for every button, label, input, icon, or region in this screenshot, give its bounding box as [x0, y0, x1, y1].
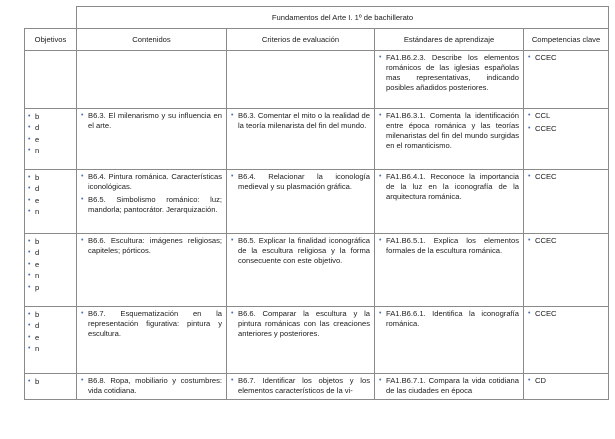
- contenido-item: • B6.4. Pintura románica. Características iconológicas.: [81, 172, 222, 192]
- objetivos-cell: [25, 109, 77, 170]
- contenido-item: • B6.8. Ropa, mobiliario y costumbres: vida cotidiana.: [81, 376, 222, 396]
- objetivo-item: • n: [28, 145, 72, 156]
- header-contenidos: Contenidos: [77, 29, 227, 51]
- table-row: [25, 109, 609, 170]
- corner-cell: [25, 7, 77, 29]
- objetivo-item: • d: [28, 122, 72, 133]
- objetivo-item: • n: [28, 206, 72, 217]
- estandar-item: • FA1.B6.7.1. Compara la vida cotidiana de las ciudades en época: [379, 376, 519, 396]
- table-body: [25, 51, 609, 400]
- objetivo-item: • d: [28, 183, 72, 194]
- competencia-item: • CD: [528, 376, 604, 386]
- table-row: [25, 307, 609, 374]
- table-row: [25, 170, 609, 234]
- competencias-cell: [524, 170, 609, 234]
- estandares-cell: [375, 170, 524, 234]
- estandares-cell: [375, 234, 524, 307]
- objetivos-cell: [25, 170, 77, 234]
- competencia-item: • CCEC: [528, 124, 604, 134]
- objetivos-cell: [25, 374, 77, 400]
- objetivo-item: • b: [28, 309, 72, 320]
- objetivo-item: • n: [28, 270, 72, 281]
- contenidos-cell: [77, 170, 227, 234]
- contenidos-cell: [77, 234, 227, 307]
- contenido-item: • B6.5. Simbolismo románico: luz; mandorla; pantocrátor. Jerarquización.: [81, 195, 222, 215]
- estandar-item: • FA1.B6.3.1. Comenta la identificación entre época románica y las teorías milenaristas del fin del mundo surgidas en el romanticismo.: [379, 111, 519, 151]
- objetivos-cell: [25, 51, 77, 109]
- criterios-cell: [227, 170, 375, 234]
- header-row: [25, 29, 609, 51]
- competencia-item: • CCEC: [528, 309, 604, 319]
- criterios-cell: [227, 109, 375, 170]
- header-estandares: Estándares de aprendizaje: [375, 29, 524, 51]
- competencias-cell: [524, 109, 609, 170]
- estandar-item: • FA1.B6.4.1. Reconoce la importancia de la luz en la iconografía de la arquitectura románica.: [379, 172, 519, 202]
- criterio-item: • B6.6. Comparar la escultura y la pintura románicas con las creaciones anteriores y posteriores.: [231, 309, 370, 339]
- table-row: [25, 234, 609, 307]
- objetivo-item: • d: [28, 247, 72, 258]
- criterio-item: • B6.5. Explicar la finalidad iconográfica de la escultura religiosa y la forma consecuente con este objetivo.: [231, 236, 370, 266]
- table-row: [25, 374, 609, 400]
- objetivo-item: • e: [28, 195, 72, 206]
- contenido-item: • B6.7. Esquematización en la representación figurativa: pintura y escultura.: [81, 309, 222, 339]
- table-title: Fundamentos del Arte I. 1º de bachillerato: [77, 7, 609, 29]
- criterio-item: • B6.4. Relacionar la iconología medieval y su plasmación gráfica.: [231, 172, 370, 192]
- objetivo-item: • e: [28, 332, 72, 343]
- competencias-cell: [524, 51, 609, 109]
- objetivo-item: • e: [28, 259, 72, 270]
- competencias-cell: [524, 374, 609, 400]
- criterio-item: • B6.7. Identificar los objetos y los elementos característicos de la vi-: [231, 376, 370, 396]
- competencias-cell: [524, 307, 609, 374]
- competencia-item: • CCL: [528, 111, 604, 121]
- contenidos-cell: [77, 109, 227, 170]
- estandar-item: • FA1.B6.5.1. Explica los elementos formales de la escultura románica.: [379, 236, 519, 256]
- contenidos-cell: [77, 307, 227, 374]
- estandar-item: • FA1.B6.6.1. Identifica la iconografía románica.: [379, 309, 519, 329]
- objetivo-item: • b: [28, 376, 72, 387]
- estandares-cell: [375, 307, 524, 374]
- contenidos-cell: [77, 51, 227, 109]
- header-objetivos: Objetivos: [25, 29, 77, 51]
- header-competencias: Competencias clave: [524, 29, 609, 51]
- objetivo-item: • p: [28, 282, 72, 293]
- estandares-cell: [375, 51, 524, 109]
- contenido-item: • B6.3. El milenarismo y su influencia en el arte.: [81, 111, 222, 131]
- competencia-item: • CCEC: [528, 236, 604, 246]
- objetivos-cell: [25, 307, 77, 374]
- criterio-item: • B6.3. Comentar el mito o la realidad de la teoría milenarista del fin del mundo.: [231, 111, 370, 131]
- table-row: [25, 51, 609, 109]
- estandar-item: • FA1.B6.2.3. Describe los elementos románicos de las iglesias españolas mas representativas, indicando posibles añadidos posteriores.: [379, 53, 519, 93]
- objetivo-item: • b: [28, 111, 72, 122]
- objetivo-item: • d: [28, 320, 72, 331]
- estandares-cell: [375, 109, 524, 170]
- criterios-cell: [227, 374, 375, 400]
- curriculum-table: [24, 6, 609, 400]
- criterios-cell: [227, 234, 375, 307]
- competencia-item: • CCEC: [528, 172, 604, 182]
- objetivos-cell: [25, 234, 77, 307]
- contenidos-cell: [77, 374, 227, 400]
- criterios-cell: [227, 51, 375, 109]
- competencias-cell: [524, 234, 609, 307]
- contenido-item: • B6.6. Escultura: imágenes religiosas; capiteles; pórticos.: [81, 236, 222, 256]
- objetivo-item: • n: [28, 343, 72, 354]
- criterios-cell: [227, 307, 375, 374]
- objetivo-item: • b: [28, 172, 72, 183]
- header-criterios: Criterios de evaluación: [227, 29, 375, 51]
- competencia-item: • CCEC: [528, 53, 604, 63]
- estandares-cell: [375, 374, 524, 400]
- objetivo-item: • b: [28, 236, 72, 247]
- objetivo-item: • e: [28, 134, 72, 145]
